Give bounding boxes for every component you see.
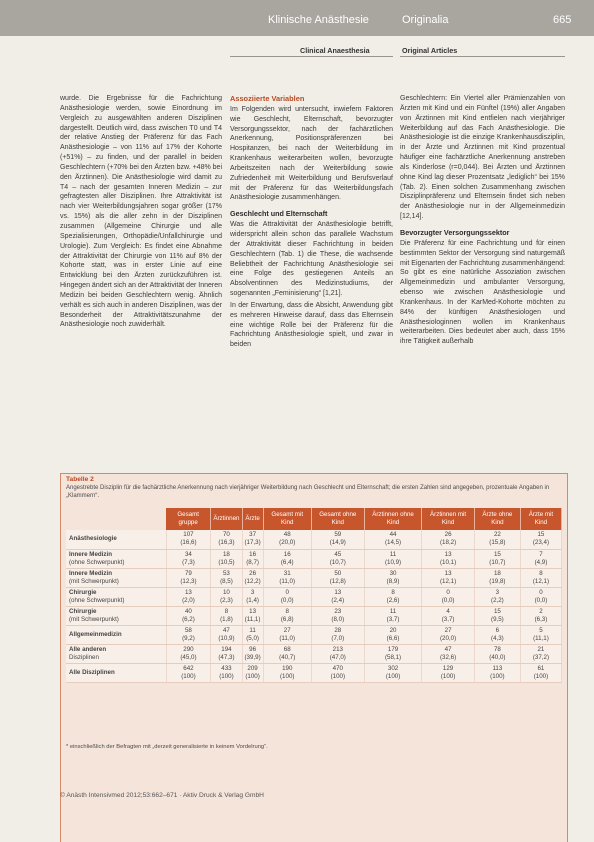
cell-count: 8 xyxy=(224,607,229,615)
body-paragraph: Geschlechtern: Ein Viertel aller Prämienzahlen von Ärzten mit Kind und ein Fünftel (19%) aller Angaben von Ärztinnen mit Kind entfielen nach vierjähriger Weiterbildung auf das Fach Anästhesiologie. Die Anästhesiologie ist die einzige Krankenhausdisziplin, in der Ärzte und Ärztinnen mit Kind prozentual häufiger eine fachärztliche Anerkennung anstreben als Kinderlose (r=0,044). Bei Ärzten und Ärztinnen ohne Kind lag dieser Prozentsatz „lediglich“ bei 15% (Tab. 2). Einen solchen Zusammenhang zwischen Disziplinpräferenz und Elternsein findet sich neben der Anästhesiologie nur in der Allgemeinmedizin [12,14]. xyxy=(400,95,565,221)
row-label xyxy=(66,549,166,568)
cell-percent: (8,9) xyxy=(386,577,400,585)
column-header: Ärzte mit Kind xyxy=(520,508,561,530)
cell-percent: (100) xyxy=(181,672,196,680)
cell-count: 20 xyxy=(389,626,397,634)
table-cell xyxy=(211,663,242,682)
row-label xyxy=(66,625,166,644)
table-cell xyxy=(211,587,242,606)
table-cell xyxy=(263,530,311,549)
cell-count: 30 xyxy=(389,569,397,577)
cell-count: 58 xyxy=(184,626,192,634)
table-cell xyxy=(311,568,364,587)
table-caption: Angestrebte Disziplin für die fachärztliche Anerkennung nach vierjähriger Weiterbildung nach Geschlecht und Elternschaft; die ersten Zahlen sind angegeben, prozentuale Angaben in „Klammern“. xyxy=(66,485,550,499)
table-cell xyxy=(166,568,211,587)
table-cell xyxy=(364,644,422,663)
cell-percent: (100) xyxy=(330,672,346,680)
row-label xyxy=(66,587,166,606)
cell-percent: (1,4) xyxy=(246,596,259,604)
table-cell xyxy=(263,663,311,682)
column-header: Ärzte ohne Kind xyxy=(474,508,520,530)
cell-count: 40 xyxy=(184,607,192,615)
cell-count: 2 xyxy=(539,607,543,615)
journal-title: Klinische Anästhesie xyxy=(268,14,369,26)
cell-count: 13 xyxy=(334,588,342,596)
body-paragraph: wurde. Die Ergebnisse für die Fachrichtung Anästhesiologie werden, sowie Einordnung im Vergleich zu ausgewählten anderen Disziplinen dargestellt. Deutlich wird, dass zwischen T0 und T4 der relative Anstieg der Präferenz für das Fach Anästhesiologie – von 11% auf 17% der Kohorte (+51%) – zu finden, und der parallel in beiden Geschlechtern (+70% bei den Ärzten bzw. +48% bei den Ärztinnen). Die Anästhesiologie wird damit zu T4 – nach der gesamten Inneren Medizin – zur gefragtesten aller Disziplinen. Ihre Attraktivität ist nach vier Weiterbildungsjahren sogar größer (17% vs. 15%) als die aller zehn in der Disziplinen zusammen (Allgemeine Chirurgie und alle Spezialisierungen, Orthopädie/Unfallchirurgie und Urologie). Zum Vergleich: Es findet eine Abnahme der Attraktivität der Chirurgie von 11% auf 8% der Kohorte statt, was in erster Linie auf eine Entwicklung bei den Ärzten zurückzuführen ist. Hingegen ändert sich an der Attraktivität der Inneren Medizin bei beiden Geschlechtern wenig. Ähnlich verhält es sich auch in anderen Disziplinen, was der Besonderheit der Attraktivitätszunahme der Anästhesiologie noch zuwiderhält. xyxy=(60,95,222,329)
cell-count: 209 xyxy=(247,664,258,672)
cell-count: 290 xyxy=(183,645,194,653)
cell-percent: (100) xyxy=(385,672,401,680)
body-paragraph: Was die Attraktivität der Anästhesiologie betrifft, widerspricht allein schon das parallele Wachstum der Attraktivität dieser Fachrichtung in beiden Geschlechtern (Tab. 1) die These, die wachsende Beliebtheit der Fachrichtung Anästhesiologie sei eine Folge des gestiegenen Anteils an Absolventinnen des Medizinstudiums, der sogenannten „Feminisierung“ [1,21]. xyxy=(230,221,393,298)
cell-count: 107 xyxy=(183,531,194,539)
table-footnote: * einschließlich der Befragten mit „derzeit generalisierte in keinem Vordelrung“. xyxy=(66,744,268,750)
cell-percent: (8,0) xyxy=(331,615,345,623)
cell-percent: (16,6) xyxy=(180,539,197,547)
cell-percent: (37,2) xyxy=(532,653,550,661)
table-row xyxy=(66,606,562,625)
table-cell xyxy=(422,549,475,568)
cell-count: 13 xyxy=(444,550,452,558)
cell-count: 34 xyxy=(184,550,192,558)
row-label-main: Alle Disziplinen xyxy=(69,668,115,676)
cell-percent: (12,1) xyxy=(440,577,457,585)
cell-count: 470 xyxy=(332,664,343,672)
cell-percent: (2,6) xyxy=(386,596,400,604)
table-cell xyxy=(263,549,311,568)
cell-count: 47 xyxy=(222,626,230,634)
cell-percent: (4,3) xyxy=(491,634,504,642)
table-row xyxy=(66,625,562,644)
table-cell xyxy=(474,587,520,606)
divider xyxy=(230,56,393,57)
table-cell xyxy=(166,530,211,549)
cell-count: 213 xyxy=(332,645,343,653)
subsection-heading: Geschlecht und Elternschaft xyxy=(230,209,328,219)
row-label-main: Allgemeinmedizin xyxy=(69,630,122,638)
row-label-sub: (mit Schwerpunkt) xyxy=(69,577,119,585)
cell-percent: (11,1) xyxy=(244,615,261,623)
table-cell xyxy=(422,663,475,682)
cell-percent: (8,5) xyxy=(220,577,233,585)
row-label xyxy=(66,606,166,625)
cell-percent: (100) xyxy=(245,672,260,680)
cell-count: 433 xyxy=(221,664,232,672)
table-cell xyxy=(422,587,475,606)
divider xyxy=(400,56,565,57)
cell-percent: (15,8) xyxy=(489,539,506,547)
cell-count: 13 xyxy=(184,588,192,596)
table-cell xyxy=(211,606,242,625)
text-column-1 xyxy=(60,94,222,332)
copyright-footer: © Anästh Intensivmed 2012;53:662–671 · Aktiv Druck & Verlag GmbH xyxy=(60,792,264,799)
cell-percent: (18,2) xyxy=(440,539,457,547)
cell-count: 4 xyxy=(446,607,450,615)
table-cell xyxy=(364,549,422,568)
cell-percent: (2,4) xyxy=(331,596,345,604)
cell-count: 27 xyxy=(444,626,452,634)
cell-percent: (7,3) xyxy=(182,558,195,566)
cell-count: 96 xyxy=(249,645,257,653)
text-column-3 xyxy=(400,94,565,349)
table-cell xyxy=(242,530,263,549)
cell-percent: (14,5) xyxy=(384,539,402,547)
table-cell xyxy=(422,530,475,549)
cell-count: 28 xyxy=(334,626,342,634)
column-header: Ärztinnen mit Kind xyxy=(422,508,475,530)
cell-percent: (2,0) xyxy=(182,596,195,604)
body-paragraph: In der Erwartung, dass die Absicht, Anwendung gibt es mehreren Hinweise darauf, dass das Elternsein eine wichtige Rolle bei der Präferenz für die Fachrichtung Anästhesiologie spielt, und zwar in beiden xyxy=(230,301,393,349)
cell-percent: (10,9) xyxy=(384,558,402,566)
cell-count: 302 xyxy=(387,664,399,672)
table-cell xyxy=(364,625,422,644)
cell-percent: (0,0) xyxy=(534,596,548,604)
table-cell xyxy=(422,625,475,644)
table-cell xyxy=(474,663,520,682)
table-cell xyxy=(263,644,311,663)
cell-percent: (1,8) xyxy=(220,615,233,623)
table-cell xyxy=(520,530,561,549)
column-header: Gesamt gruppe xyxy=(166,508,211,530)
row-label-main: Alle anderen xyxy=(69,645,107,653)
table-cell xyxy=(242,644,263,663)
cell-percent: (2,2) xyxy=(491,596,504,604)
table-cell xyxy=(166,549,211,568)
cell-percent: (100) xyxy=(440,672,456,680)
table-cell xyxy=(520,568,561,587)
subsection-heading: Bevorzugter Versorgungssektor xyxy=(400,227,510,237)
section-heading: Assoziierte Variablen xyxy=(230,94,305,103)
cell-count: 70 xyxy=(222,531,230,539)
cell-percent: (40,7) xyxy=(279,653,296,661)
cell-percent: (47,3) xyxy=(218,653,235,661)
cell-count: 59 xyxy=(334,531,342,539)
table-cell xyxy=(520,606,561,625)
cell-count: 8 xyxy=(391,588,395,596)
english-section-label: Clinical Anaesthesia xyxy=(300,46,370,55)
cell-count: 190 xyxy=(282,664,293,672)
cell-percent: (45,0) xyxy=(180,653,197,661)
table-cell xyxy=(422,644,475,663)
table-cell xyxy=(166,644,211,663)
cell-count: 0 xyxy=(539,588,543,596)
table-row xyxy=(66,549,562,568)
table-cell xyxy=(242,606,263,625)
row-label xyxy=(66,568,166,587)
cell-percent: (6,3) xyxy=(534,615,548,623)
table-cell xyxy=(422,568,475,587)
cell-percent: (10,1) xyxy=(440,558,457,566)
table-cell xyxy=(242,568,263,587)
cell-percent: (11,0) xyxy=(279,577,296,585)
cell-count: 18 xyxy=(222,550,230,558)
cell-percent: (100) xyxy=(219,672,234,680)
table-cell xyxy=(520,663,561,682)
cell-percent: (0,0) xyxy=(280,596,294,604)
cell-count: 0 xyxy=(446,588,450,596)
cell-percent: (8,7) xyxy=(246,558,259,566)
cell-percent: (20,0) xyxy=(440,634,457,642)
table-cell xyxy=(474,549,520,568)
cell-count: 22 xyxy=(493,531,501,539)
row-label-main: Chirurgie xyxy=(69,607,97,615)
table-cell xyxy=(263,625,311,644)
table-cell xyxy=(520,625,561,644)
cell-percent: (20,0) xyxy=(279,539,296,547)
table-label: Tabelle 2 xyxy=(66,476,94,483)
table-cell xyxy=(211,644,242,663)
cell-percent: (6,4) xyxy=(280,558,294,566)
cell-count: 44 xyxy=(389,531,397,539)
table-cell xyxy=(211,568,242,587)
cell-percent: (10,5) xyxy=(218,558,235,566)
cell-count: 8 xyxy=(539,569,543,577)
cell-count: 11 xyxy=(389,550,397,558)
cell-count: 48 xyxy=(283,531,291,539)
cell-count: 68 xyxy=(283,645,291,653)
table-cell xyxy=(211,625,242,644)
cell-count: 11 xyxy=(249,626,256,634)
cell-percent: (4,9) xyxy=(534,558,548,566)
cell-percent: (39,9) xyxy=(244,653,261,661)
cell-count: 13 xyxy=(444,569,452,577)
table-cell xyxy=(166,663,211,682)
table-cell xyxy=(311,530,364,549)
table-cell xyxy=(242,625,263,644)
cell-percent: (12,3) xyxy=(180,577,197,585)
table-cell xyxy=(311,606,364,625)
column-header: Ärztinnen ohne Kind xyxy=(364,508,422,530)
row-label xyxy=(66,530,166,549)
row-label-main: Anästhesiologie xyxy=(69,535,117,543)
table-cell xyxy=(520,587,561,606)
cell-percent: (100) xyxy=(280,672,295,680)
cell-percent: (3,7) xyxy=(386,615,400,623)
table-row xyxy=(66,663,562,682)
cell-count: 8 xyxy=(285,607,289,615)
cell-count: 5 xyxy=(539,626,543,634)
table-cell xyxy=(311,549,364,568)
row-label-sub: (ohne Schwerpunkt) xyxy=(69,558,125,566)
cell-count: 23 xyxy=(334,607,342,615)
column-header: Gesamt ohne Kind xyxy=(311,508,364,530)
table-cell xyxy=(364,568,422,587)
cell-count: 79 xyxy=(184,569,192,577)
cell-percent: (16,3) xyxy=(218,539,235,547)
section-label: Originalia xyxy=(402,14,449,26)
body-paragraph: Die Präferenz für eine Fachrichtung und für einen bestimmten Sektor der Versorgung sind naturgemäß mit Eigenarten der Fachrichtung zusammenhängend: So gibt es eine natürliche Assoziation zwischen Allgemeinmedizin und ambulanter Versorgung, ebenso wie zwischen Anästhesiologie und Krankenhaus. In der KarMed-Kohorte möchten zu 84% der künftigen Anästhesiologen und Anästhesiologinnen wollen im Krankenhaus weiterarbeiten. Dies bedeutet aber auch, dass 15% ihre Tätigkeit außerhalb xyxy=(400,239,565,346)
table-cell xyxy=(520,644,561,663)
table-cell xyxy=(364,587,422,606)
cell-percent: (10,7) xyxy=(489,558,506,566)
cell-count: 129 xyxy=(442,664,454,672)
cell-percent: (100) xyxy=(490,672,505,680)
cell-percent: (2,3) xyxy=(220,596,233,604)
row-label-sub: (ohne Schwerpunkt) xyxy=(69,596,125,604)
row-label xyxy=(66,663,166,682)
cell-count: 113 xyxy=(492,664,503,672)
table-cell xyxy=(166,606,211,625)
cell-count: 15 xyxy=(493,550,501,558)
table-cell xyxy=(166,587,211,606)
text-column-2 xyxy=(230,94,393,352)
table-cell xyxy=(263,568,311,587)
table-cell xyxy=(520,549,561,568)
cell-percent: (6,8) xyxy=(280,615,294,623)
cell-count: 26 xyxy=(444,531,452,539)
cell-percent: (6,2) xyxy=(182,615,195,623)
cell-count: 47 xyxy=(444,645,452,653)
row-label-sub: (mit Schwerpunkt) xyxy=(69,615,119,623)
category-label: Original Articles xyxy=(402,46,458,55)
cell-percent: (0,0) xyxy=(441,596,455,604)
table-corner xyxy=(66,508,166,530)
cell-count: 53 xyxy=(222,569,230,577)
table-row xyxy=(66,587,562,606)
cell-percent: (3,7) xyxy=(441,615,455,623)
cell-percent: (32,6) xyxy=(440,653,457,661)
cell-count: 27 xyxy=(283,626,291,634)
table-row xyxy=(66,644,562,663)
cell-percent: (12,2) xyxy=(244,577,261,585)
table-cell xyxy=(242,587,263,606)
table-cell xyxy=(211,530,242,549)
cell-count: 0 xyxy=(285,588,289,596)
cell-percent: (9,5) xyxy=(491,615,504,623)
row-label-main: Innere Medizin xyxy=(69,550,112,558)
cell-count: 78 xyxy=(493,645,501,653)
cell-count: 194 xyxy=(221,645,232,653)
cell-count: 6 xyxy=(495,626,500,634)
body-paragraph: Im Folgenden wird untersucht, inwiefern Faktoren wie Geschlecht, Elternschaft, bevorzugter Versorgungssektor, nach der fachärztlichen Anerkennung, Positionspräferenzen bei Hospitanzen, bei nach der Weiterbildung im Krankenhaus weiterarbeiten wollen, bevorzugte Arbeitszeiten nach der Weiterbildung sowie Zufriedenheit mit Weiterbildung und Berufsverlauf mit der Präferenz für das Weiterbildungsfach Anästhesiologie zusammenhängen. xyxy=(230,105,393,202)
cell-count: 45 xyxy=(334,550,342,558)
cell-percent: (12,8) xyxy=(329,577,346,585)
table-header-row xyxy=(66,508,562,530)
cell-count: 37 xyxy=(249,531,257,539)
data-table xyxy=(66,508,562,683)
row-label-main: Innere Medizin xyxy=(69,569,112,577)
column-header: Ärztinnen xyxy=(211,508,242,530)
table-cell xyxy=(474,606,520,625)
row-label xyxy=(66,644,166,663)
table-cell xyxy=(242,549,263,568)
column-header: Ärzte xyxy=(242,508,263,530)
cell-percent: (14,9) xyxy=(329,539,346,547)
cell-count: 18 xyxy=(493,569,501,577)
column-header: Gesamt mit Kind xyxy=(263,508,311,530)
cell-count: 3 xyxy=(250,588,255,596)
table-cell xyxy=(311,644,364,663)
table-cell xyxy=(263,587,311,606)
cell-percent: (11,0) xyxy=(279,634,296,642)
table-cell xyxy=(166,625,211,644)
cell-percent: (47,0) xyxy=(329,653,346,661)
cell-percent: (58,1) xyxy=(384,653,402,661)
table-row xyxy=(66,530,562,549)
cell-count: 15 xyxy=(537,531,545,539)
table-cell xyxy=(311,625,364,644)
table-cell xyxy=(211,549,242,568)
table-cell xyxy=(311,587,364,606)
cell-percent: (10,9) xyxy=(218,634,235,642)
cell-percent: (23,4) xyxy=(532,539,550,547)
cell-percent: (17,3) xyxy=(244,539,261,547)
cell-count: 15 xyxy=(493,607,501,615)
cell-percent: (100) xyxy=(533,672,549,680)
table-cell xyxy=(422,606,475,625)
page-number: 665 xyxy=(553,14,572,26)
table-cell xyxy=(474,625,520,644)
cell-count: 11 xyxy=(389,607,397,615)
row-label-main: Chirurgie xyxy=(69,588,97,596)
table-row xyxy=(66,568,562,587)
table-cell xyxy=(263,606,311,625)
cell-percent: (19,8) xyxy=(489,577,506,585)
table-cell xyxy=(311,663,364,682)
table-cell xyxy=(474,644,520,663)
cell-percent: (5,0) xyxy=(246,634,259,642)
row-label-sub: Disziplinen xyxy=(69,653,99,661)
table-cell xyxy=(364,530,422,549)
cell-count: 26 xyxy=(249,569,257,577)
cell-percent: (12,1) xyxy=(532,577,550,585)
cell-count: 642 xyxy=(183,664,194,672)
cell-count: 3 xyxy=(495,588,500,596)
table-cell xyxy=(474,568,520,587)
cell-count: 61 xyxy=(537,664,545,672)
table-cell xyxy=(364,663,422,682)
cell-percent: (10,7) xyxy=(329,558,346,566)
cell-percent: (6,6) xyxy=(386,634,400,642)
cell-count: 13 xyxy=(249,607,257,615)
cell-percent: (9,2) xyxy=(182,634,195,642)
cell-count: 7 xyxy=(539,550,543,558)
table-cell xyxy=(364,606,422,625)
table-cell xyxy=(242,663,263,682)
cell-count: 16 xyxy=(249,550,257,558)
cell-count: 179 xyxy=(387,645,399,653)
cell-count: 31 xyxy=(283,569,291,577)
cell-percent: (11,1) xyxy=(533,634,549,642)
cell-percent: (7,0) xyxy=(331,634,345,642)
cell-count: 50 xyxy=(334,569,342,577)
table-cell xyxy=(474,530,520,549)
cell-count: 16 xyxy=(283,550,291,558)
cell-count: 21 xyxy=(537,645,545,653)
cell-percent: (40,0) xyxy=(489,653,506,661)
cell-count: 10 xyxy=(222,588,230,596)
